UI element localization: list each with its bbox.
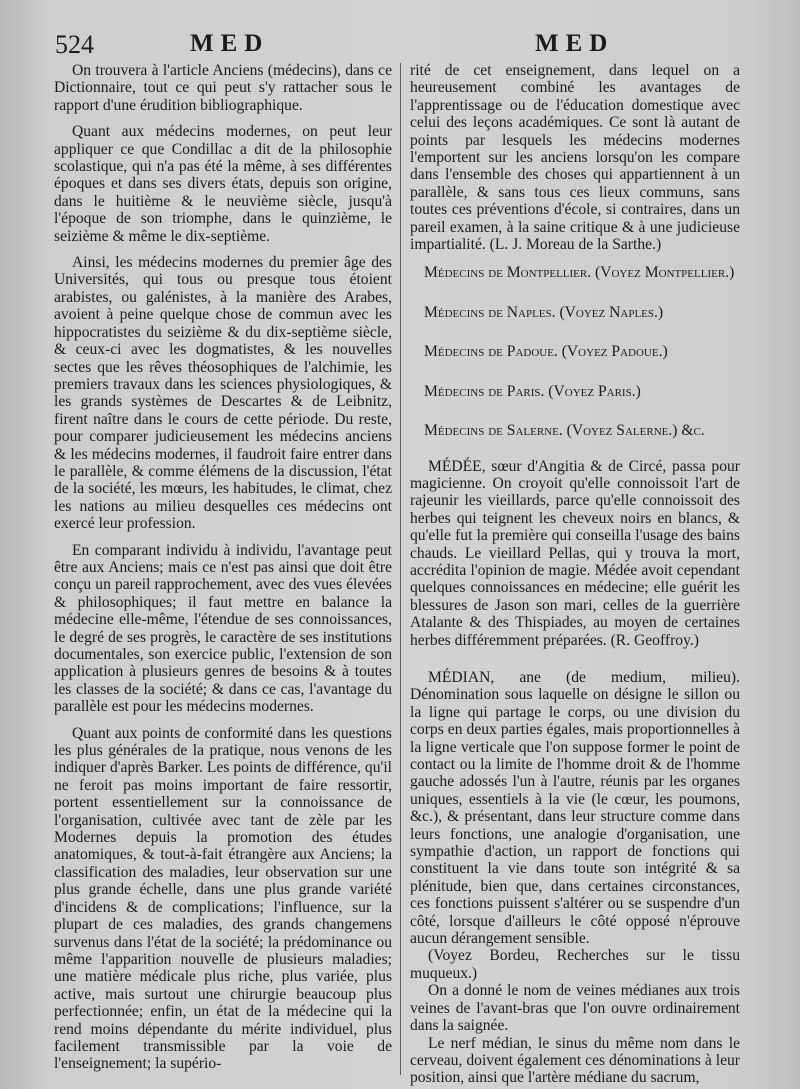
paragraph-conformite: Quant aux points de conformité dans les questions les plus générales de la pratique, nous venons de les indiquer d'après Barker. Les points de différence, qu'il ne feroit pas moins important de faire ressortir, portent essentiellement sur la connoissance de l'organisation, cultivée avec tant de zèle par les Modernes depuis la promotion des études anatomiques, & tout-à-fait étrangère aux Anciens; la classification des maladies, leur observation sur une plus grande échelle, dans une plus grande variété d'incidens & de complications; l'influence, sur la plupart de ces maladies, des grands changemens survenus dans l'état de la société; la prédominance ou même l'apparition nouvelle de plusieurs maladies; une matière médicale plus riche, plus variée, plus active, mais surtout une chirurgie beaucoup plus perfectionnée; enfin, un état de la médecine qui la rend moins dépendante du mérite individuel, plus facilement transmissible par la voie de l'enseignement; la supério- <box>54 724 392 1073</box>
entry-median: MÉDIAN, ane (de medium, milieu). Dénomination sous laquelle on désigne le sillon ou la ligne qui partage le corps, ou une division du corps en deux parties égales, mais proportionnelles à la ligne verticale que l'on suppose former le point de contact ou la limite de l'homme droit & de l'homme gauche adossés l'un à l'autre, réunis par les organes uniques, essentiels à la vie (le cœur, les poumons, &c.), & présentant, dans leur structure comme dans leurs fonctions, une analogie d'organisation, une sympathie d'action, un rapport de fonctions qui constituent la vie dans toute son intégrité & sa plénitude, bien que, dans certaines circonstances, ces fonctions puissent s'altérer ou se suspendre d'un côté, lorsque d'ailleurs le côté opposé n'éprouve aucun dérangement sensible. <box>410 668 740 948</box>
paragraph-ainsi: Ainsi, les médecins modernes du premier âge des Universités, qui tous ou presque tous étoient arabistes, ou galénistes, à la manière des Arabes, avoient à peine quelque chose de commun avec les hippocratistes du seizième & du dix-septième siècle, & ceux-ci avec les dogmatistes, & les nouvelles sectes que les rêves théosophiques de l'alchimie, les premiers travaux dans les sciences physiologiques, & les grands systèmes de Descartes & de Leibnitz, firent naître dans le cours de cette période. Du reste, pour comparer judicieusement les médecins anciens & les médecins modernes, il faudroit faire entrer dans le parallèle, & comme élémens de la discussion, l'état de la société, les mœurs, les habitudes, le climat, chez les nations au milieu desquelles ces médecins ont exercé leur profession. <box>54 254 392 533</box>
running-head-right: MED <box>535 30 615 57</box>
left-column <box>54 62 392 1073</box>
column-divider <box>400 63 401 1075</box>
paragraph-continuation: rité de cet enseignement, dans lequel on a heureusement combiné les avantages de l'apprentissage ou de l'éducation domestique avec celui des leçons académiques. Ce sont là autant de points par lesquels les médecins modernes l'emportent sur les anciens lorsqu'on les compare dans l'ensemble des choses qui appartiennent à un parallèle, & sans tous ces lieux communs, sans toutes ces préventions d'école, si contraires, dans un pareil examen, à la saine critique & à une judicieuse impartialité. (L. J. Moreau de la Sarthe.) <box>410 62 740 254</box>
reference-bordeu: (Voyez Bordeu, Recherches sur le tissu muqueux.) <box>410 947 740 982</box>
paragraph-nerf: Le nerf médian, le sinus du même nom dans le cerveau, doivent également ces dénominations à leur position, ainsi que l'artère médiane du sacrum, <box>410 1034 740 1087</box>
xref-paris: Médecins de Paris. (Voyez Paris.) <box>424 382 641 400</box>
paragraph-anciens: On trouvera à l'article Anciens (médecins), dans ce Dictionnaire, tout ce qui peut s'y rattacher sous le rapport d'une érudition bibliographique. <box>54 62 392 114</box>
paragraph-veines: On a donné le nom de veines médianes aux trois veines de l'avant-bras que l'on ouvre ordinairement dans la saignée. <box>410 982 740 1035</box>
paragraph-comparant: En comparant individu à individu, l'avantage peut être aux Anciens; mais ce n'est pas ainsi que doit être conçu un pareil rapprochement, avec des vues élevées & philosophiques; il faut mettre en balance la médecine elle-même, l'étendue de ses connoissances, le degré de ses progrès, le caractère de ses institutions documentales, son exercice public, l'extension de son application à plusieurs genres de besoins & à toutes les classes de la société; & dans ce cas, l'avantage du parallèle est pour les médecins modernes. <box>54 541 392 716</box>
paragraph-condillac: Quant aux médecins modernes, on peut leur appliquer ce que Condillac a dit de la philosophie scolastique, qui n'a pas été la même, à ses différentes époques et dans ses divers états, depuis son origine, dans le huitième & le neuvième siècle, jusqu'à l'époque de son triomphe, dans le quinzième, le seizième & même le dix-septième. <box>54 123 392 245</box>
entry-medee: MÉDÉE, sœur d'Angitia & de Circé, passa pour magicienne. On croyoit qu'elle connoissoit l'art de rajeunir les vieillards, parce qu'elle connoissoit des herbes qui teignent les cheveux noirs en blancs, & qu'elle fut la première qui conseilla l'usage des bains chauds. Le vieillard Pellas, qui y trouva la mort, accrédita l'opinion de magie. Médée avoit cependant quelques connoissances en médecine; elle guérit les blessures de Jason son mari, celles de la guerrière Atalante & des Thispiades, au moyen de certaines herbes différemment préparées. (R. Geoffroy.) <box>410 457 740 649</box>
xref-padoue: Médecins de Padoue. (Voyez Padoue.) <box>424 343 668 361</box>
xref-montpellier: Médecins de Montpellier. (Voyez Montpellier.) <box>424 264 735 282</box>
page-header <box>0 30 800 60</box>
xref-salerne: Médecins de Salerne. (Voyez Salerne.) &c. <box>424 422 705 440</box>
running-head-left: MED <box>190 30 270 57</box>
xref-naples: Médecins de Naples. (Voyez Naples.) <box>424 303 664 321</box>
right-column <box>410 62 740 1087</box>
page-number: 524 <box>55 30 94 59</box>
